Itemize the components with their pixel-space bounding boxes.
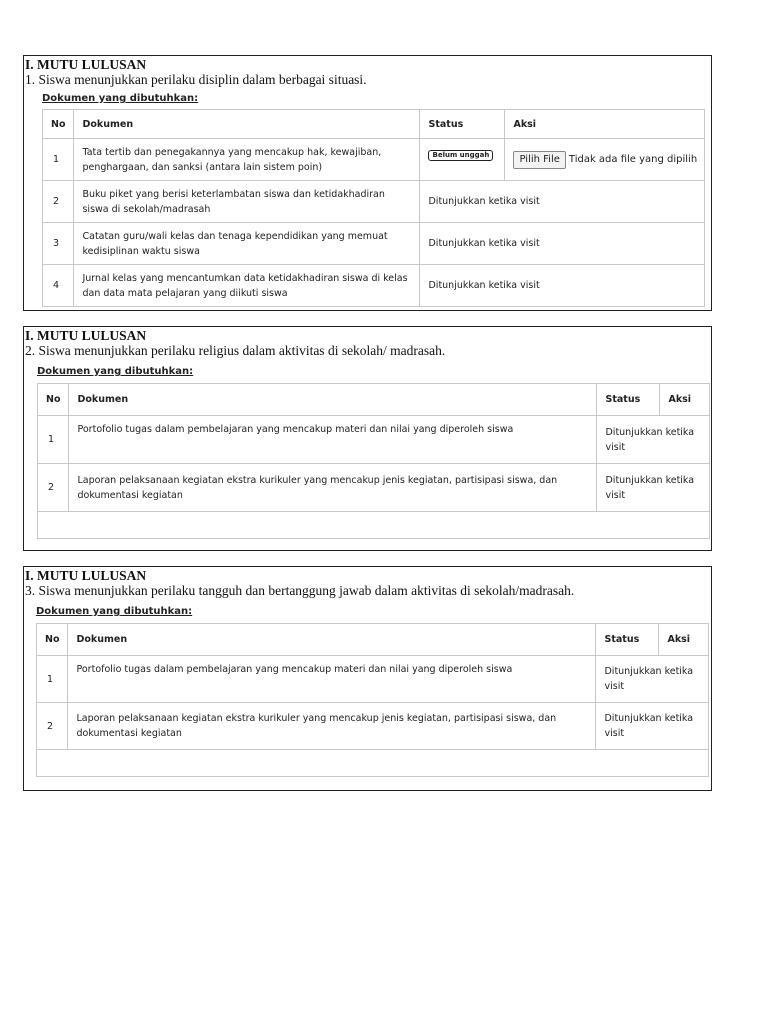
row-dokumen: Buku piket yang berisi keterlambatan siswa dan ketidakhadiran siswa di sekolah/madrasah — [74, 181, 420, 223]
table-row-empty — [38, 512, 710, 539]
table-row — [37, 656, 709, 703]
documents-table — [37, 383, 710, 539]
row-status — [420, 139, 505, 181]
row-dokumen: Laporan pelaksanaan kegiatan ekstra kurikuler yang mencakup jenis kegiatan, partisipasi siswa, dan dokumentasi kegiatan — [68, 703, 596, 750]
row-dokumen: Laporan pelaksanaan kegiatan ekstra kurikuler yang mencakup jenis kegiatan, partisipasi siswa, dan dokumentasi kegiatan — [69, 464, 597, 512]
table-header-row — [38, 384, 710, 416]
table-row — [38, 416, 710, 464]
table-header-row — [43, 110, 705, 139]
header-no: No — [43, 110, 74, 139]
documents-table — [36, 623, 709, 777]
row-no: 1 — [38, 416, 69, 464]
section-subtitle: 3. Siswa menunjukkan perilaku tangguh dan bertanggung jawab dalam aktivitas di sekolah/madrasah. — [25, 583, 575, 598]
table-row — [43, 223, 705, 265]
row-dokumen: Catatan guru/wali kelas dan tenaga kependidikan yang memuat kedisiplinan waktu siswa — [74, 223, 420, 265]
header-dokumen: Dokumen — [74, 110, 420, 139]
row-status: Ditunjukkan ketika visit — [596, 656, 709, 703]
row-no: 2 — [38, 464, 69, 512]
row-status: Ditunjukkan ketika visit — [420, 181, 705, 223]
header-dokumen: Dokumen — [69, 384, 597, 416]
row-no: 2 — [37, 703, 68, 750]
table-row-empty — [37, 750, 709, 777]
documents-label: Dokumen yang dibutuhkan: — [37, 366, 194, 377]
row-no: 1 — [43, 139, 74, 181]
documents-label: Dokumen yang dibutuhkan: — [42, 93, 199, 104]
header-dokumen: Dokumen — [68, 624, 596, 656]
row-no: 2 — [43, 181, 74, 223]
section-title: I. MUTU LULUSAN — [25, 328, 147, 343]
table-row — [43, 265, 705, 307]
choose-file-button[interactable]: Pilih File — [513, 151, 565, 169]
header-no: No — [37, 624, 68, 656]
row-no: 3 — [43, 223, 74, 265]
empty-cell — [38, 512, 710, 539]
documents-label: Dokumen yang dibutuhkan: — [36, 606, 193, 617]
header-status: Status — [420, 110, 505, 139]
table-header-row — [37, 624, 709, 656]
section-title: I. MUTU LULUSAN — [25, 57, 147, 72]
row-status: Ditunjukkan ketika visit — [420, 265, 705, 307]
section-subtitle: 2. Siswa menunjukkan perilaku religius dalam aktivitas di sekolah/ madrasah. — [25, 343, 446, 358]
header-aksi: Aksi — [660, 384, 710, 416]
row-no: 4 — [43, 265, 74, 307]
table-row — [43, 181, 705, 223]
row-aksi — [505, 139, 705, 181]
empty-cell — [37, 750, 709, 777]
row-no: 1 — [37, 656, 68, 703]
documents-table — [42, 109, 705, 307]
row-status: Ditunjukkan ketika visit — [420, 223, 705, 265]
header-aksi: Aksi — [659, 624, 709, 656]
section-title: I. MUTU LULUSAN — [25, 568, 147, 583]
row-dokumen: Portofolio tugas dalam pembelajaran yang mencakup materi dan nilai yang diperoleh siswa — [69, 416, 597, 464]
header-no: No — [38, 384, 69, 416]
row-status: Ditunjukkan ketika visit — [597, 464, 710, 512]
section-subtitle: 1. Siswa menunjukkan perilaku disiplin dalam berbagai situasi. — [25, 72, 367, 87]
file-status-text: Tidak ada file yang dipilih — [568, 153, 698, 165]
row-dokumen: Portofolio tugas dalam pembelajaran yang mencakup materi dan nilai yang diperoleh siswa — [68, 656, 596, 703]
row-status: Ditunjukkan ketika visit — [597, 416, 710, 464]
row-dokumen: Jurnal kelas yang mencantumkan data ketidakhadiran siswa di kelas dan data mata pelajaran yang diikuti siswa — [74, 265, 420, 307]
section-tangguh — [23, 566, 712, 791]
table-row — [38, 464, 710, 512]
row-status: Ditunjukkan ketika visit — [596, 703, 709, 750]
row-dokumen: Tata tertib dan penegakannya yang mencakup hak, kewajiban, penghargaan, dan sanksi (antara lain sistem poin) — [74, 139, 420, 181]
upload-status-button[interactable]: Belum unggah — [428, 150, 493, 161]
section-disiplin — [23, 55, 712, 311]
header-status: Status — [597, 384, 660, 416]
header-aksi: Aksi — [505, 110, 705, 139]
header-status: Status — [596, 624, 659, 656]
section-religius — [23, 326, 712, 551]
table-row — [37, 703, 709, 750]
table-row — [43, 139, 705, 181]
